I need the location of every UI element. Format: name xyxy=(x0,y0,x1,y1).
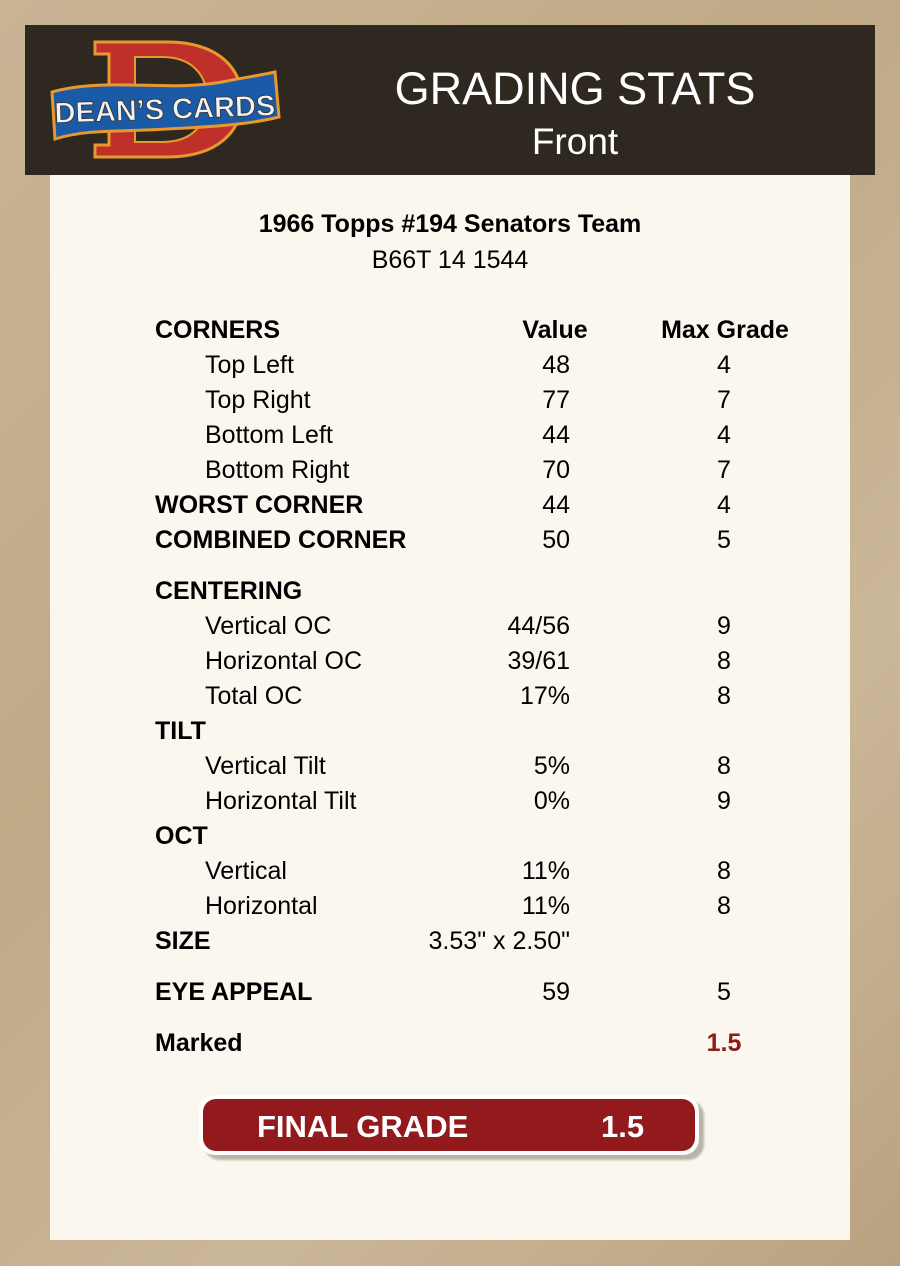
row-value: 39/61 xyxy=(507,647,570,675)
final-grade-badge xyxy=(199,1095,699,1155)
row-label: Marked xyxy=(155,1029,243,1057)
row-max-grade: 7 xyxy=(717,456,731,484)
table-row xyxy=(0,857,900,892)
row-value: 11% xyxy=(521,857,570,885)
row-value: 3.53" x 2.50" xyxy=(428,927,570,955)
row-max-grade: 8 xyxy=(717,682,731,710)
row-max-grade: 7 xyxy=(717,386,731,414)
row-max-grade: 4 xyxy=(717,491,731,519)
row-max-grade: 8 xyxy=(717,857,731,885)
table-row xyxy=(0,682,900,717)
row-max-grade: 8 xyxy=(717,647,731,675)
row-max-grade: 5 xyxy=(717,526,731,554)
final-grade-label: FINAL GRADE xyxy=(257,1109,469,1144)
row-value: 50 xyxy=(542,526,570,554)
row-label: EYE APPEAL xyxy=(155,978,313,1006)
row-max-grade: 5 xyxy=(717,978,731,1006)
row-label: Horizontal Tilt xyxy=(205,787,357,815)
row-label: Vertical OC xyxy=(205,612,332,640)
table-row xyxy=(0,491,900,526)
row-label: Vertical xyxy=(205,857,287,885)
card-code: B66T 14 1544 xyxy=(371,246,529,274)
row-label: Top Right xyxy=(205,386,311,414)
row-label: OCT xyxy=(155,822,208,850)
table-row xyxy=(0,752,900,787)
table-row xyxy=(0,978,900,1013)
table-row xyxy=(0,386,900,421)
table-row xyxy=(0,1029,900,1064)
row-value: 17% xyxy=(519,682,570,710)
row-label: Bottom Right xyxy=(205,456,350,484)
row-label: Horizontal xyxy=(205,892,318,920)
table-row xyxy=(0,577,900,612)
table-row xyxy=(0,351,900,386)
table-row xyxy=(0,892,900,927)
row-value: 44/56 xyxy=(507,612,570,640)
table-row xyxy=(0,456,900,491)
table-row xyxy=(0,927,900,962)
page-subtitle: Front xyxy=(531,121,619,162)
page-title: GRADING STATS xyxy=(394,63,756,114)
row-label: CORNERS xyxy=(155,316,281,344)
table-row xyxy=(0,822,900,857)
row-value: 48 xyxy=(542,351,570,379)
table-row xyxy=(0,647,900,682)
value-column-header: Value xyxy=(522,316,588,344)
table-row xyxy=(0,787,900,822)
svg-text:DEAN’S CARDS: DEAN’S CARDS xyxy=(54,90,276,130)
row-value: 5% xyxy=(533,752,570,780)
row-label: COMBINED CORNER xyxy=(155,526,407,554)
row-value: 0% xyxy=(533,787,570,815)
row-value: 77 xyxy=(542,386,570,414)
final-grade-value: 1.5 xyxy=(601,1109,645,1144)
row-label: Vertical Tilt xyxy=(205,752,326,780)
row-max-grade: 9 xyxy=(717,787,731,815)
row-max-grade: 9 xyxy=(717,612,731,640)
row-max-grade: 8 xyxy=(717,892,731,920)
row-label: CENTERING xyxy=(155,577,303,605)
max-grade-column-header: Max Grade xyxy=(661,316,789,344)
row-value: 44 xyxy=(542,491,570,519)
table-row xyxy=(0,316,900,351)
row-label: Top Left xyxy=(205,351,294,379)
row-value: 59 xyxy=(542,978,570,1006)
row-value: 70 xyxy=(542,456,570,484)
row-label: SIZE xyxy=(155,927,211,955)
table-row xyxy=(0,717,900,752)
table-row xyxy=(0,612,900,647)
row-max-grade: 4 xyxy=(717,421,731,449)
row-label: WORST CORNER xyxy=(155,491,364,519)
row-max-grade: 1.5 xyxy=(706,1029,742,1057)
header-bar xyxy=(25,25,875,175)
row-label: Bottom Left xyxy=(205,421,333,449)
row-value: 11% xyxy=(521,892,570,920)
row-label: Total OC xyxy=(205,682,303,710)
deans-cards-logo xyxy=(47,37,282,162)
table-row xyxy=(0,526,900,561)
row-value: 44 xyxy=(542,421,570,449)
row-label: TILT xyxy=(155,717,206,745)
row-max-grade: 4 xyxy=(717,351,731,379)
row-label: Horizontal OC xyxy=(205,647,362,675)
row-max-grade: 8 xyxy=(717,752,731,780)
table-row xyxy=(0,421,900,456)
card-name: 1966 Topps #194 Senators Team xyxy=(258,210,642,238)
